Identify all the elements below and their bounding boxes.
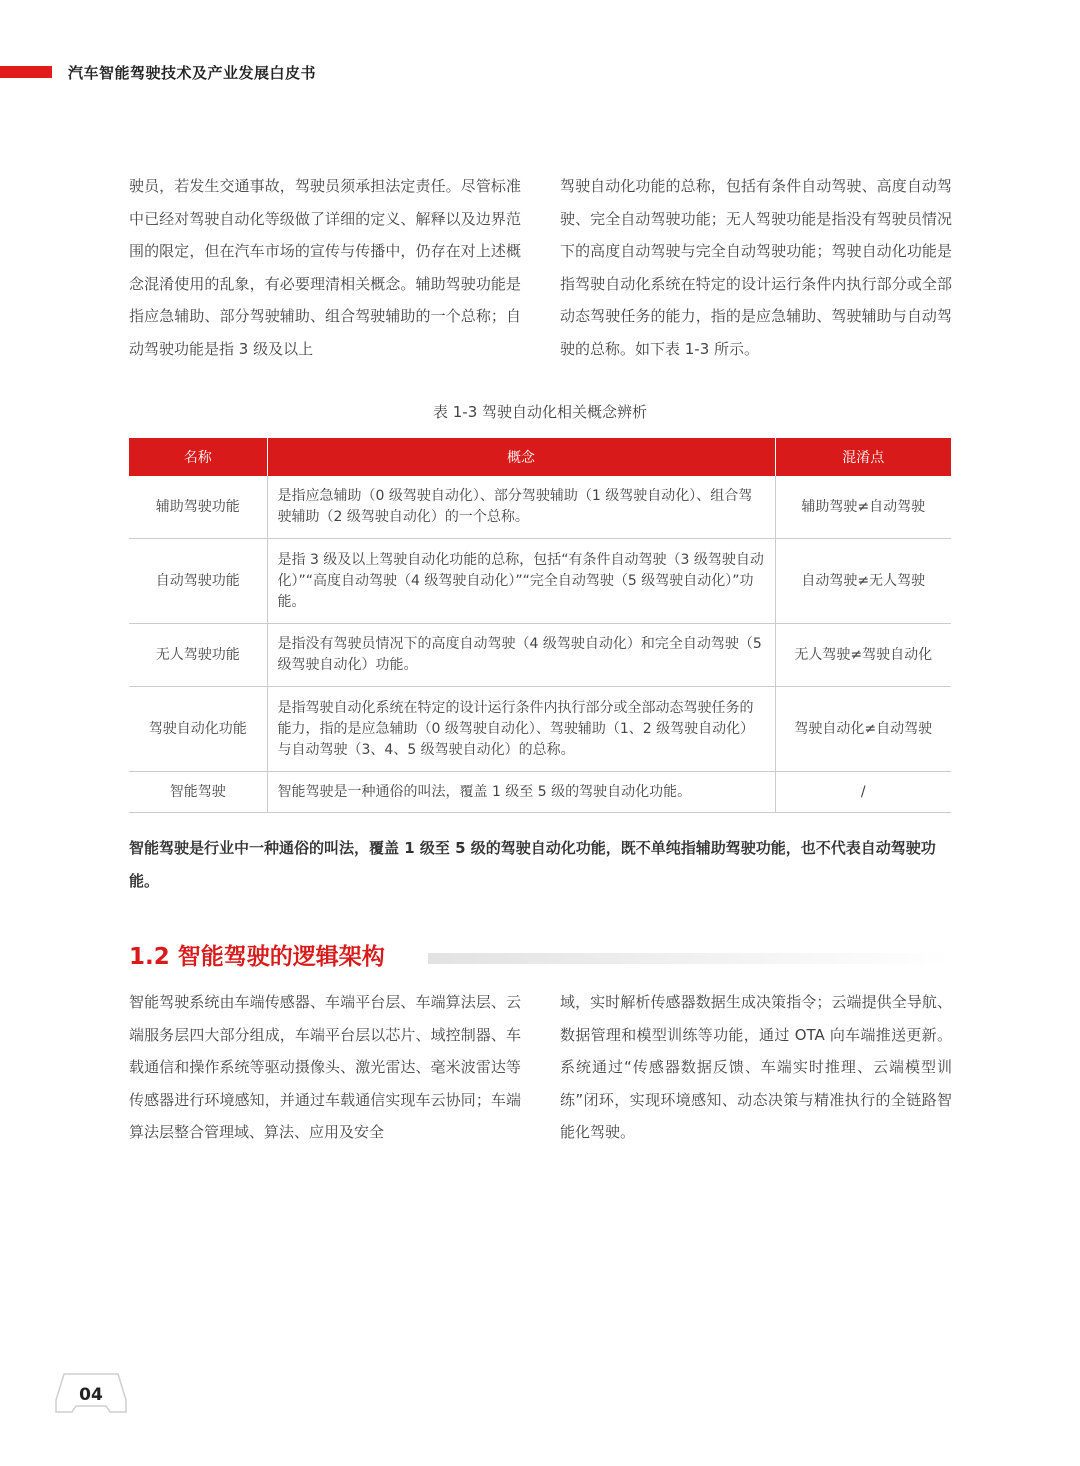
row-name: 自动驾驶功能	[129, 539, 267, 624]
document-title: 汽车智能驾驶技术及产业发展白皮书	[68, 64, 317, 82]
table-header-concept: 概念	[267, 438, 775, 476]
table-caption: 表 1-3 驾驶自动化相关概念辨析	[432, 403, 648, 421]
row-concept: 是指没有驾驶员情况下的高度自动驾驶（4 级驾驶自动化）和完全自动驾驶（5 级驾驶自动化）功能。	[267, 624, 775, 687]
section-heading: 1.2 智能驾驶的逻辑架构	[129, 944, 385, 970]
table-row	[129, 624, 951, 687]
header-accent-bar	[0, 66, 52, 78]
row-confusion: /	[775, 772, 951, 813]
table-header-row	[129, 438, 951, 476]
section-paragraph-left: 智能驾驶系统由车端传感器、车端平台层、车端算法层、云端服务层四大部分组成，车端平台层以芯片、域控制器、车载通信和操作系统等驱动摄像头、激光雷达、毫米波雷达等传感器进行环境感知，并通过车载通信实现车云协同；车端算法层整合管理域、算法、应用及安全	[129, 993, 521, 1142]
table-row	[129, 476, 951, 539]
row-concept: 智能驾驶是一种通俗的叫法，覆盖 1 级至 5 级的驾驶自动化功能。	[267, 772, 775, 813]
page-number: 04	[79, 1385, 103, 1405]
row-name: 驾驶自动化功能	[129, 687, 267, 772]
row-confusion: 无人驾驶≠驾驶自动化	[775, 624, 951, 687]
row-name: 智能驾驶	[129, 772, 267, 813]
table-row	[129, 687, 951, 772]
table-header-name: 名称	[129, 438, 267, 476]
row-concept: 是指 3 级及以上驾驶自动化功能的总称，包括“有条件自动驾驶（3 级驾驶自动化）”“高度自动驾驶（4 级驾驶自动化）”“完全自动驾驶（5 级驾驶自动化）”功能。	[267, 539, 775, 624]
section-heading-rule	[428, 953, 952, 964]
row-name: 辅助驾驶功能	[129, 476, 267, 539]
row-confusion: 辅助驾驶≠自动驾驶	[775, 476, 951, 539]
section-paragraph-right: 域，实时解析传感器数据生成决策指令；云端提供全导航、数据管理和模型训练等功能，通过 OTA 向车端推送更新。系统通过“传感器数据反馈、车端实时推理、云端模型训练”闭环，实现环境感知、动态决策与精准执行的全链路智能化驾驶。	[560, 993, 952, 1142]
intro-paragraph-left: 驶员，若发生交通事故，驾驶员须承担法定责任。尽管标准中已经对驾驶自动化等级做了详细的定义、解释以及边界范围的限定，但在汽车市场的宣传与传播中，仍存在对上述概念混淆使用的乱象，有必要理清相关概念。辅助驾驶功能是指应急辅助、部分驾驶辅助、组合驾驶辅助的一个总称；自动驾驶功能是指 3 级及以上	[129, 177, 521, 358]
row-confusion: 自动驾驶≠无人驾驶	[775, 539, 951, 624]
table-row	[129, 772, 951, 813]
row-name: 无人驾驶功能	[129, 624, 267, 687]
table-header-confusion: 混淆点	[775, 438, 951, 476]
row-concept: 是指驾驶自动化系统在特定的设计运行条件内执行部分或全部动态驾驶任务的能力，指的是应急辅助（0 级驾驶自动化）、驾驶辅助（1、2 级驾驶自动化）与自动驾驶（3、4、5 级驾驶自动化）的总称。	[267, 687, 775, 772]
intro-paragraph-right: 驾驶自动化功能的总称，包括有条件自动驾驶、高度自动驾驶、完全自动驾驶功能；无人驾驶功能是指没有驾驶员情况下的高度自动驾驶与完全自动驾驶功能；驾驶自动化功能是指驾驶自动化系统在特定的设计运行条件内执行部分或全部动态驾驶任务的能力，指的是应急辅助、驾驶辅助与自动驾驶的总称。如下表 1-3 所示。	[560, 177, 952, 358]
row-concept: 是指应急辅助（0 级驾驶自动化）、部分驾驶辅助（1 级驾驶自动化）、组合驾驶辅助（2 级驾驶自动化）的一个总称。	[267, 476, 775, 539]
summary-paragraph: 智能驾驶是行业中一种通俗的叫法，覆盖 1 级至 5 级的驾驶自动化功能，既不单纯指辅助驾驶功能，也不代表自动驾驶功能。	[129, 839, 936, 890]
row-confusion: 驾驶自动化≠自动驾驶	[775, 687, 951, 772]
concept-table	[129, 438, 951, 813]
table-row	[129, 539, 951, 624]
